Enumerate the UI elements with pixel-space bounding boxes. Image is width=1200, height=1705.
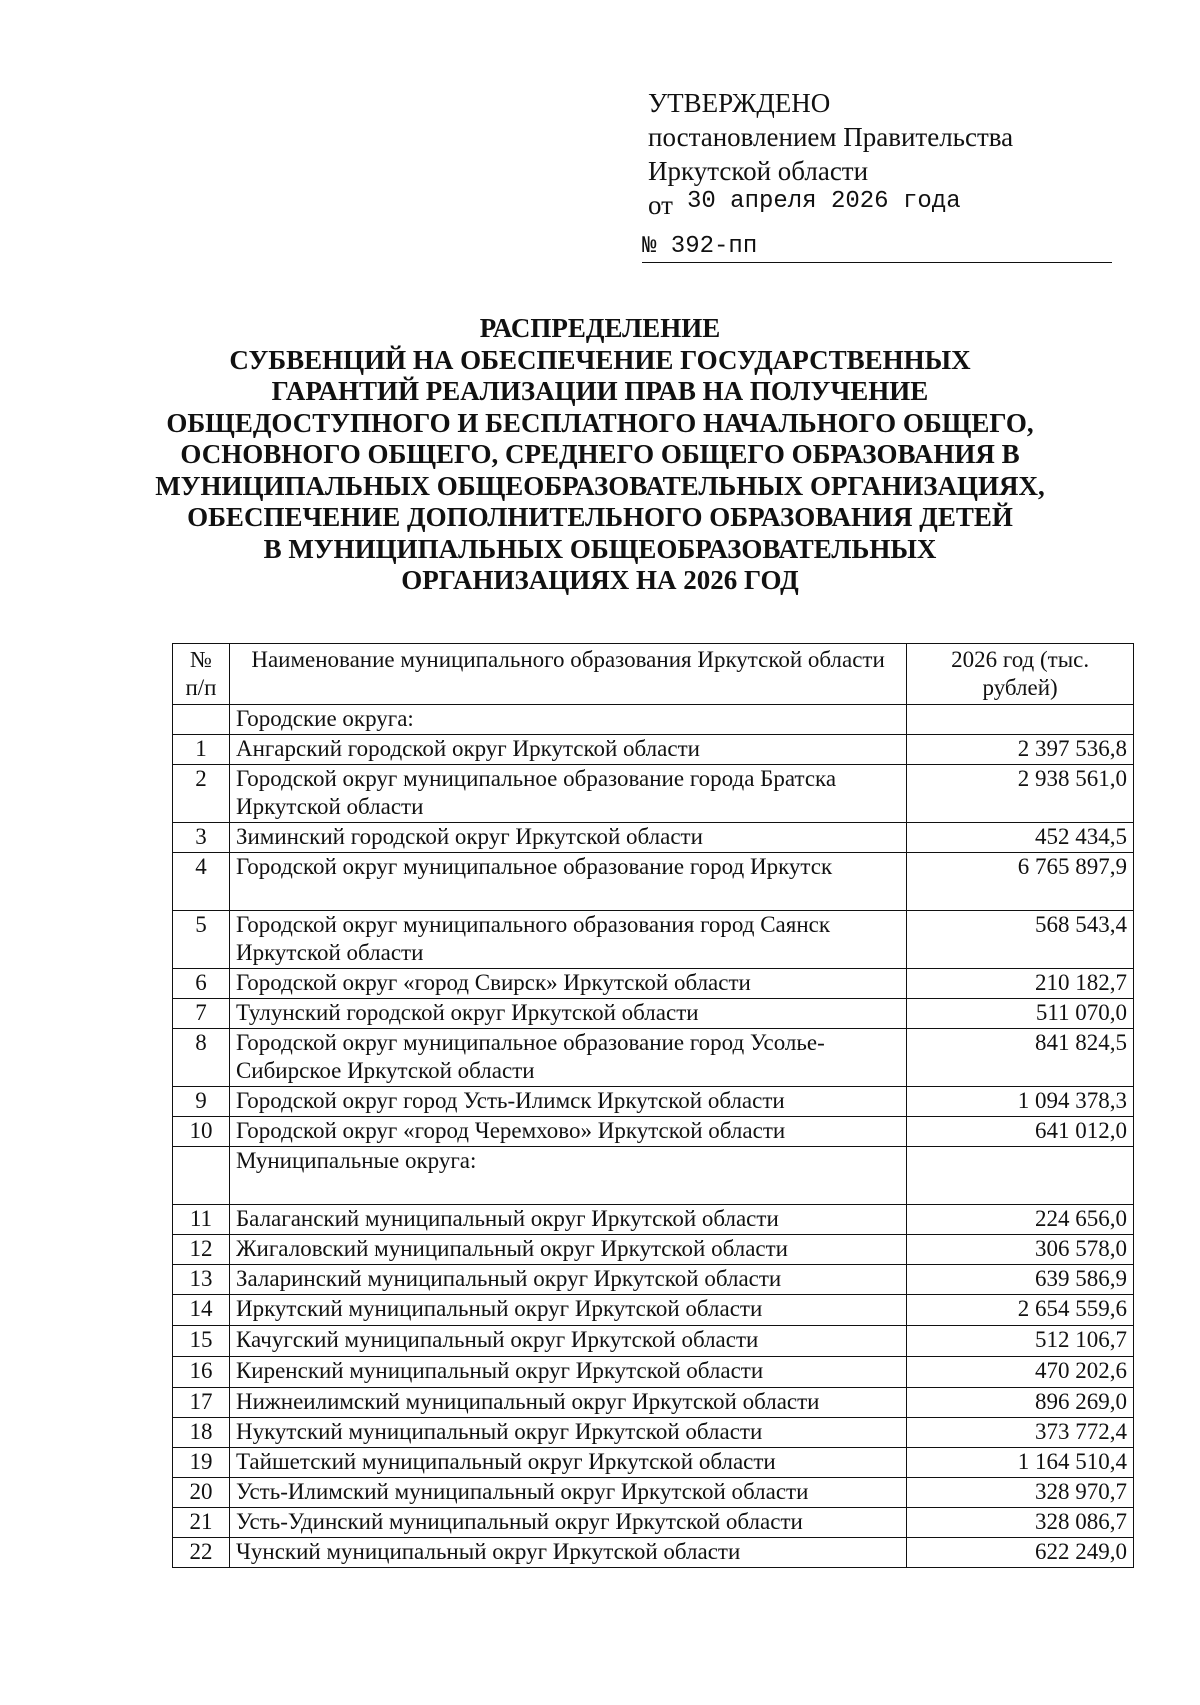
approval-block xyxy=(642,86,1112,263)
row-number xyxy=(173,1147,230,1205)
row-name: Заларинский муниципальный округ Иркутской области xyxy=(229,1265,906,1295)
row-amount: 622 249,0 xyxy=(907,1538,1134,1568)
table-row xyxy=(173,1388,1134,1418)
row-number: 6 xyxy=(173,969,230,999)
row-name: Городской округ муниципальное образование город Иркутск xyxy=(229,853,906,911)
row-name: Киренский муниципальный округ Иркутской области xyxy=(229,1357,906,1388)
row-number: 11 xyxy=(173,1205,230,1235)
table-row xyxy=(173,1418,1134,1448)
table-row xyxy=(173,1295,1134,1326)
approval-from-label: от xyxy=(648,190,673,220)
title-line: ОСНОВНОГО ОБЩЕГО, СРЕДНЕГО ОБЩЕГО ОБРАЗОВАНИЯ В xyxy=(180,439,1020,469)
row-name: Городские округа: xyxy=(229,705,906,735)
row-amount: 470 202,6 xyxy=(907,1357,1134,1388)
table-row xyxy=(173,1205,1134,1235)
row-name: Тулунский городской округ Иркутской области xyxy=(229,999,906,1029)
row-amount: 511 070,0 xyxy=(907,999,1134,1029)
table-row xyxy=(173,823,1134,853)
document-title xyxy=(150,313,1050,597)
header-number: № п/п xyxy=(173,644,230,705)
row-name: Усть-Илимский муниципальный округ Иркутской области xyxy=(229,1478,906,1508)
approval-date-line xyxy=(648,188,1112,226)
row-number: 4 xyxy=(173,853,230,911)
row-name: Городской округ муниципальное образование города Братска Иркутской области xyxy=(229,765,906,823)
row-name: Балаганский муниципальный округ Иркутской области xyxy=(229,1205,906,1235)
row-name: Городской округ «город Черемхово» Иркутской области xyxy=(229,1117,906,1147)
row-name: Городской округ муниципальное образование город Усолье-Сибирское Иркутской области xyxy=(229,1029,906,1087)
approval-region: Иркутской области xyxy=(648,156,869,186)
section-row xyxy=(173,1147,1134,1205)
row-number: 16 xyxy=(173,1357,230,1388)
row-name: Иркутский муниципальный округ Иркутской области xyxy=(229,1295,906,1326)
table-row xyxy=(173,765,1134,823)
row-number: 7 xyxy=(173,999,230,1029)
row-amount: 224 656,0 xyxy=(907,1205,1134,1235)
row-amount: 841 824,5 xyxy=(907,1029,1134,1087)
title-line: РАСПРЕДЕЛЕНИЕ xyxy=(479,313,721,343)
row-amount: 328 970,7 xyxy=(907,1478,1134,1508)
header-name: Наименование муниципального образования Иркутской области xyxy=(229,644,906,705)
row-name: Ангарский городской округ Иркутской области xyxy=(229,735,906,765)
row-amount: 639 586,9 xyxy=(907,1265,1134,1295)
row-number: 17 xyxy=(173,1388,230,1418)
row-amount: 2 654 559,6 xyxy=(907,1295,1134,1326)
row-amount xyxy=(907,1147,1134,1205)
table-row xyxy=(173,1265,1134,1295)
row-name: Городской округ город Усть-Илимск Иркутской области xyxy=(229,1087,906,1117)
row-name: Усть-Удинский муниципальный округ Иркутской области xyxy=(229,1508,906,1538)
row-amount: 2 397 536,8 xyxy=(907,735,1134,765)
row-name: Качугский муниципальный округ Иркутской области xyxy=(229,1326,906,1357)
row-number: 13 xyxy=(173,1265,230,1295)
row-number: 10 xyxy=(173,1117,230,1147)
row-number: 5 xyxy=(173,911,230,969)
table-row xyxy=(173,1357,1134,1388)
table-row xyxy=(173,1087,1134,1117)
table-row xyxy=(173,735,1134,765)
title-line: ГАРАНТИЙ РЕАЛИЗАЦИИ ПРАВ НА ПОЛУЧЕНИЕ xyxy=(271,376,929,406)
section-row xyxy=(173,705,1134,735)
title-line: МУНИЦИПАЛЬНЫХ ОБЩЕОБРАЗОВАТЕЛЬНЫХ ОРГАНИЗАЦИЯХ, xyxy=(155,470,1045,501)
table-row xyxy=(173,1538,1134,1568)
title-line: ОРГАНИЗАЦИЯХ НА 2026 ГОД xyxy=(401,565,799,595)
row-number: 21 xyxy=(173,1508,230,1538)
row-amount: 373 772,4 xyxy=(907,1418,1134,1448)
table-body xyxy=(173,705,1134,1568)
approval-number: № 392-пп xyxy=(642,233,758,260)
table-row xyxy=(173,911,1134,969)
row-number: 1 xyxy=(173,735,230,765)
row-name: Зиминский городской округ Иркутской области xyxy=(229,823,906,853)
row-number: 12 xyxy=(173,1235,230,1265)
row-name: Городской округ «город Свирск» Иркутской области xyxy=(229,969,906,999)
row-number: 15 xyxy=(173,1326,230,1357)
title-line: ОБЕСПЕЧЕНИЕ ДОПОЛНИТЕЛЬНОГО ОБРАЗОВАНИЯ ДЕТЕЙ xyxy=(187,502,1013,532)
row-amount: 210 182,7 xyxy=(907,969,1134,999)
approval-date: 30 апреля 2026 года xyxy=(686,188,961,215)
table-row xyxy=(173,1326,1134,1357)
row-number: 22 xyxy=(173,1538,230,1568)
row-amount: 452 434,5 xyxy=(907,823,1134,853)
approval-heading: УТВЕРЖДЕНО xyxy=(648,88,831,118)
title-line: В МУНИЦИПАЛЬНЫХ ОБЩЕОБРАЗОВАТЕЛЬНЫХ xyxy=(263,533,937,564)
table-row xyxy=(173,1448,1134,1478)
row-number xyxy=(173,705,230,735)
row-name: Нукутский муниципальный округ Иркутской области xyxy=(229,1418,906,1448)
approval-number-line xyxy=(642,226,1112,263)
row-name: Чунский муниципальный округ Иркутской области xyxy=(229,1538,906,1568)
approval-resolution: постановлением Правительства xyxy=(648,122,1014,152)
distribution-table xyxy=(172,643,1134,1568)
table-row xyxy=(173,1117,1134,1147)
row-amount: 1 164 510,4 xyxy=(907,1448,1134,1478)
row-amount: 2 938 561,0 xyxy=(907,765,1134,823)
row-number: 18 xyxy=(173,1418,230,1448)
row-amount: 641 012,0 xyxy=(907,1117,1134,1147)
title-line: ОБЩЕДОСТУПНОГО И БЕСПЛАТНОГО НАЧАЛЬНОГО ОБЩЕГО, xyxy=(166,407,1034,438)
row-number: 14 xyxy=(173,1295,230,1326)
row-amount: 328 086,7 xyxy=(907,1508,1134,1538)
row-number: 9 xyxy=(173,1087,230,1117)
row-number: 3 xyxy=(173,823,230,853)
row-amount: 306 578,0 xyxy=(907,1235,1134,1265)
row-amount: 512 106,7 xyxy=(907,1326,1134,1357)
row-name: Тайшетский муниципальный округ Иркутской области xyxy=(229,1448,906,1478)
row-number: 8 xyxy=(173,1029,230,1087)
row-amount: 6 765 897,9 xyxy=(907,853,1134,911)
table-row xyxy=(173,969,1134,999)
row-number: 20 xyxy=(173,1478,230,1508)
table-row xyxy=(173,999,1134,1029)
row-number: 2 xyxy=(173,765,230,823)
row-number: 19 xyxy=(173,1448,230,1478)
row-amount: 568 543,4 xyxy=(907,911,1134,969)
table-row xyxy=(173,853,1134,911)
row-amount xyxy=(907,705,1134,735)
row-name: Муниципальные округа: xyxy=(229,1147,906,1205)
table-header-row xyxy=(173,644,1134,705)
table-row xyxy=(173,1508,1134,1538)
row-name: Нижнеилимский муниципальный округ Иркутской области xyxy=(229,1388,906,1418)
row-amount: 1 094 378,3 xyxy=(907,1087,1134,1117)
row-name: Городской округ муниципального образования город Саянск Иркутской области xyxy=(229,911,906,969)
table-row xyxy=(173,1029,1134,1087)
row-name: Жигаловский муниципальный округ Иркутской области xyxy=(229,1235,906,1265)
table-row xyxy=(173,1235,1134,1265)
header-amount: 2026 год (тыс. рублей) xyxy=(907,644,1134,705)
table-row xyxy=(173,1478,1134,1508)
title-line: СУБВЕНЦИЙ НА ОБЕСПЕЧЕНИЕ ГОСУДАРСТВЕННЫХ xyxy=(229,344,971,375)
row-amount: 896 269,0 xyxy=(907,1388,1134,1418)
